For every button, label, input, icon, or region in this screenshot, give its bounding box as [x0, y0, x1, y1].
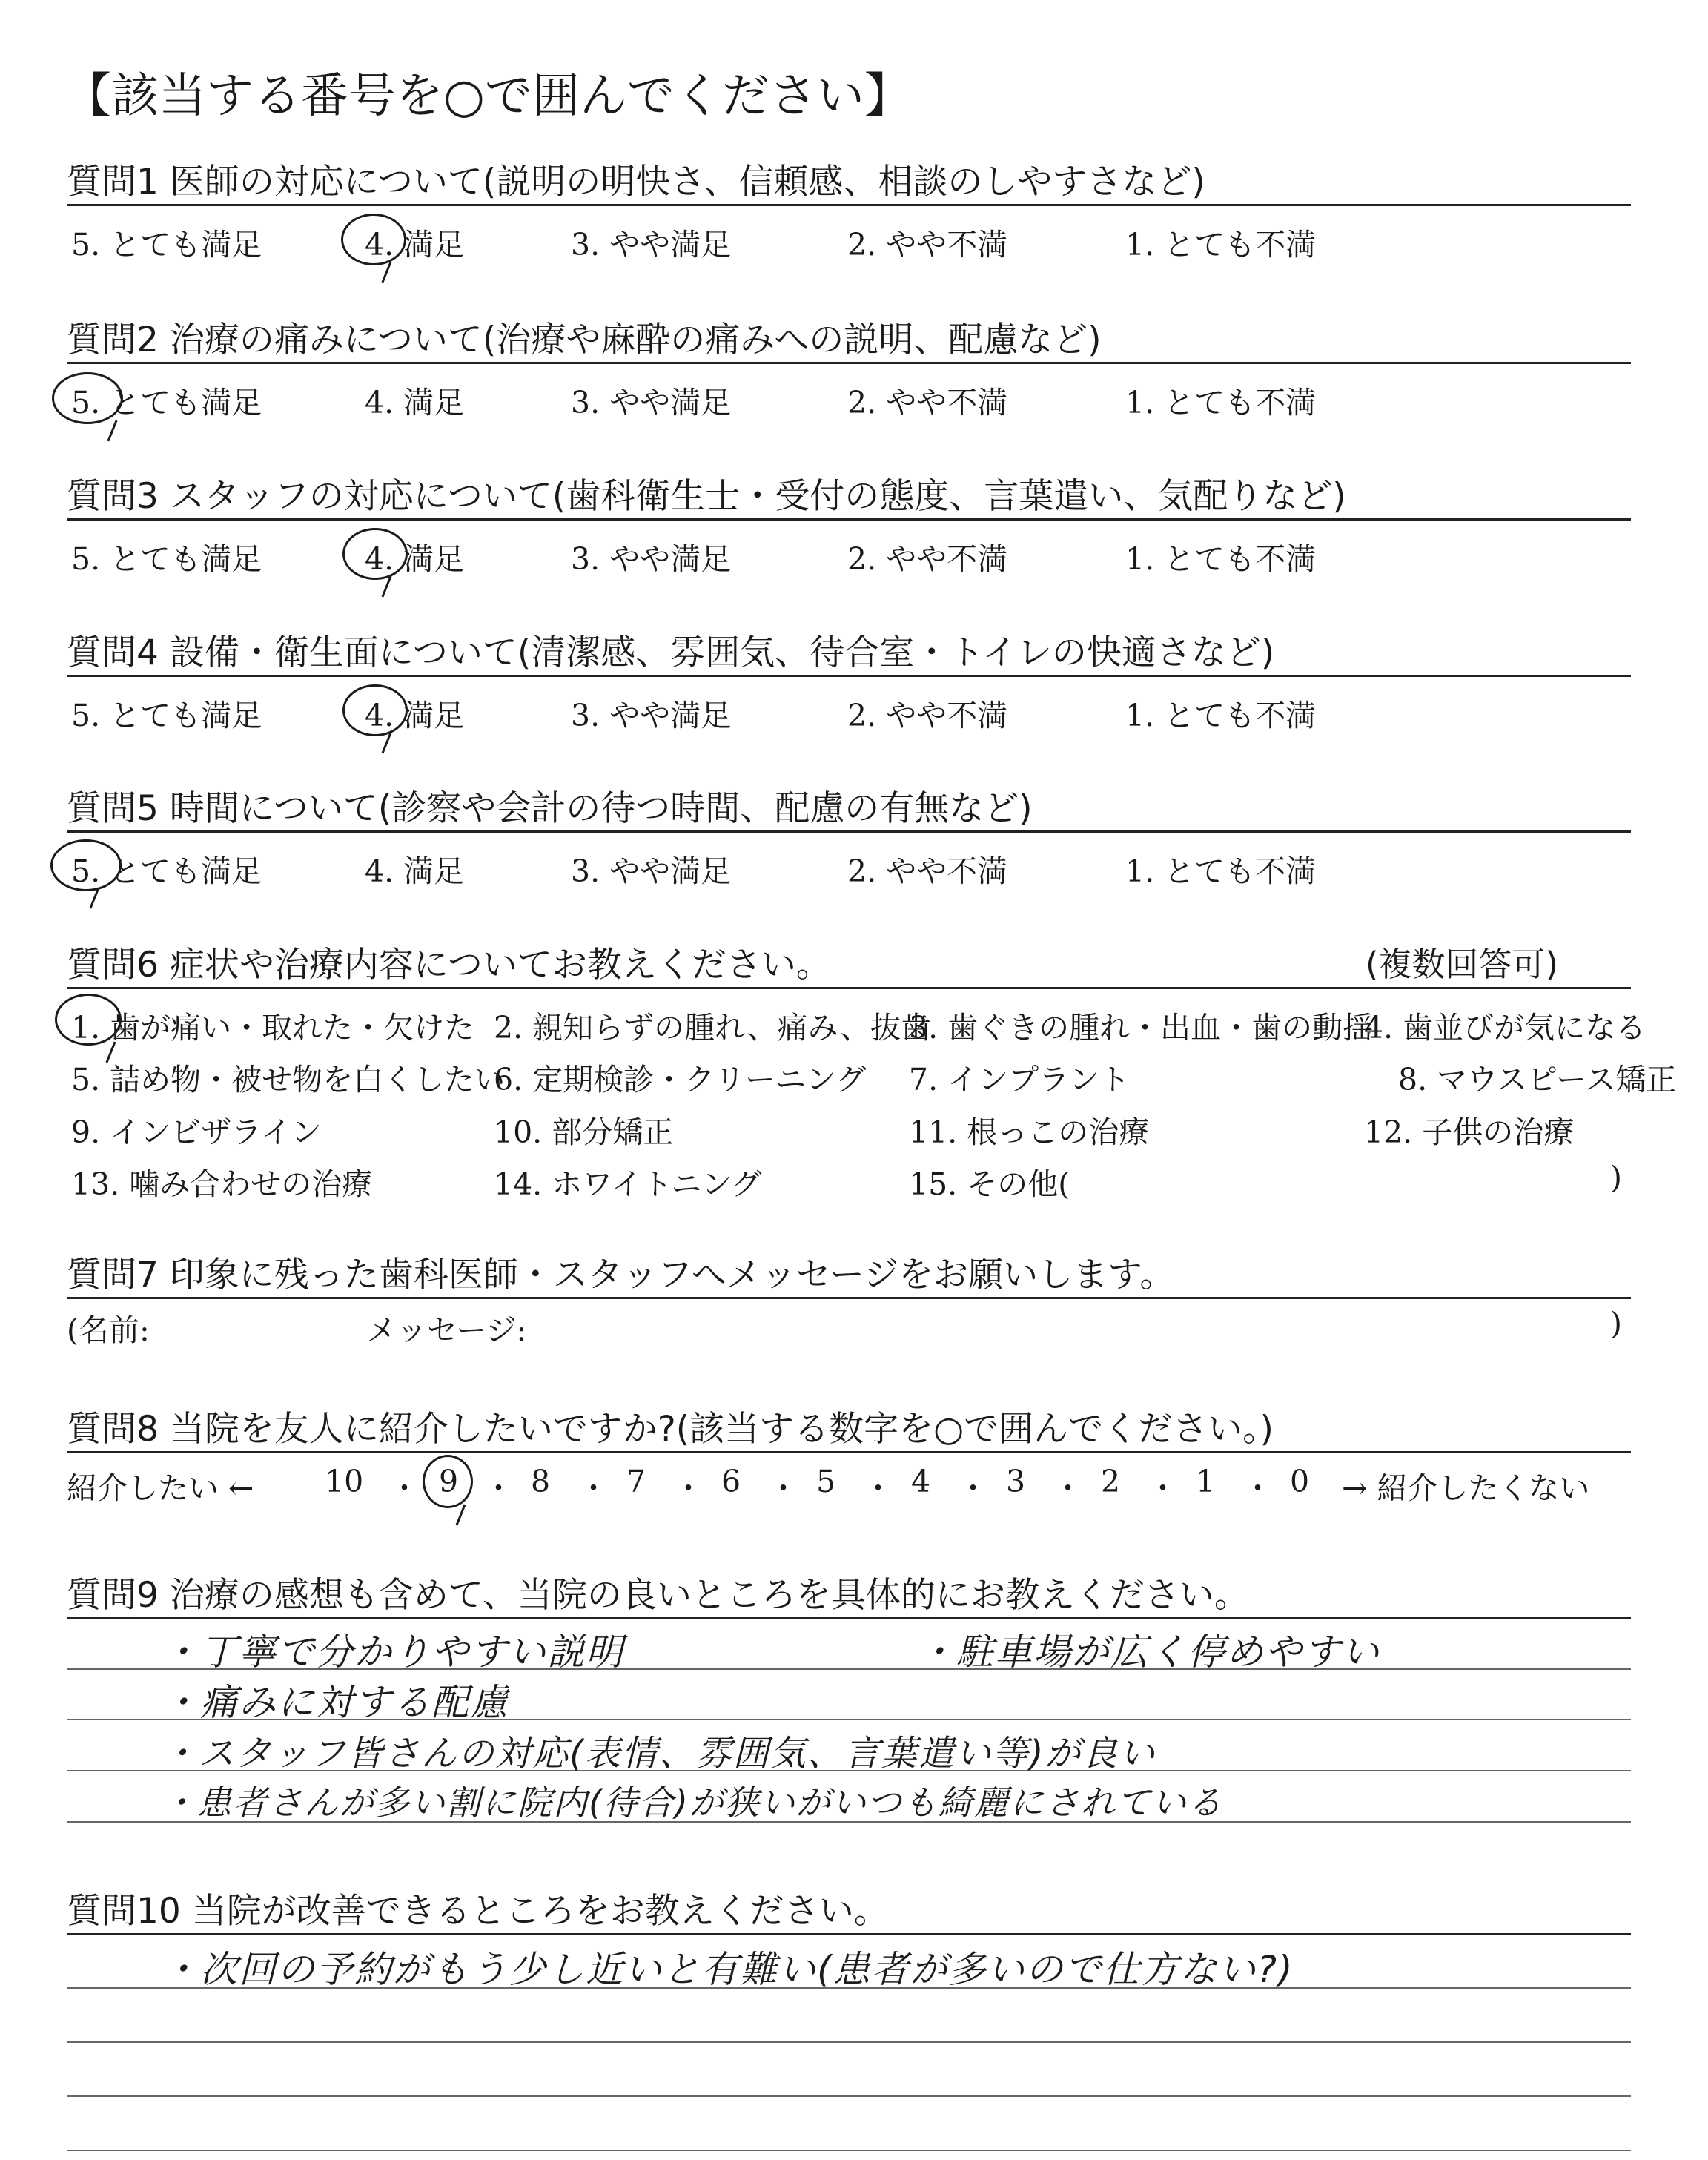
q3-underline: [67, 518, 1631, 521]
q3-selection-circle: [342, 528, 408, 580]
q6-option-6[interactable]: 6. 定期検診・クリーニング: [494, 1062, 867, 1097]
q9-answer-1: ・丁寧で分かりやすい説明: [162, 1631, 624, 1674]
q2-selection-tick: [107, 420, 117, 442]
q6-option-9[interactable]: 9. インビザライン: [71, 1114, 322, 1150]
q8-label: 質問8 当院を友人に紹介したいですか?(該当する数字を○で囲んでください。): [67, 1409, 1274, 1450]
page-title: 【該当する番号を○で囲んでください】: [64, 69, 912, 124]
q6-option-15-close: ): [1610, 1160, 1622, 1195]
q6-option-13[interactable]: 13. 噛み合わせの治療: [71, 1166, 373, 1202]
q3-option-1[interactable]: 1. とても不満: [1125, 541, 1317, 577]
q4-option-2[interactable]: 2. やや不満: [847, 698, 1008, 733]
q1-selection-circle: [341, 214, 406, 265]
q8-right-label: → 紹介したくない: [1342, 1470, 1590, 1506]
q5-option-5[interactable]: 5. とても満足: [71, 853, 262, 889]
q2-option-1[interactable]: 1. とても不満: [1125, 385, 1317, 420]
q7-message-label: メッセージ:: [366, 1312, 527, 1348]
q1-option-3[interactable]: 3. やや満足: [571, 227, 732, 262]
q5-option-1[interactable]: 1. とても不満: [1125, 853, 1317, 889]
q8-scale-10[interactable]: 10: [325, 1464, 364, 1499]
q6-option-8[interactable]: 8. マウスピース矯正: [1398, 1062, 1677, 1097]
q8-selection-circle: [423, 1455, 473, 1508]
q6-label: 質問6 症状や治療内容についてお教えください。: [67, 945, 831, 985]
q6-option-7[interactable]: 7. インプラント: [909, 1062, 1131, 1097]
q6-option-2[interactable]: 2. 親知らずの腫れ、痛み、抜歯: [494, 1010, 932, 1046]
q6-option-4[interactable]: 4. 歯並びが気になる: [1364, 1010, 1646, 1046]
q6-option-15[interactable]: 15. その他(: [909, 1166, 1070, 1202]
q3-option-2[interactable]: 2. やや不満: [847, 541, 1008, 577]
q8-separator: ・: [389, 1470, 420, 1506]
q4-option-5[interactable]: 5. とても満足: [71, 698, 262, 733]
q10-label: 質問10 当院が改善できるところをお教えください。: [67, 1891, 889, 1932]
q10-underline: [67, 1933, 1631, 1935]
q6-option-1[interactable]: 1. 歯が痛い・取れた・欠けた: [71, 1010, 475, 1046]
q2-selection-circle: [52, 372, 123, 424]
q5-underline: [67, 830, 1631, 833]
q2-option-2[interactable]: 2. やや不満: [847, 385, 1008, 420]
q9-answer-4: ・スタッフ皆さんの対応(表情、雰囲気、言葉遣い等)が良い: [162, 1733, 1156, 1774]
q8-scale-6[interactable]: 6: [721, 1464, 741, 1499]
q5-selection-circle: [50, 839, 122, 891]
q5-option-3[interactable]: 3. やや満足: [571, 853, 732, 889]
q6-option-3[interactable]: 3. 歯ぐきの腫れ・出血・歯の動揺: [909, 1010, 1374, 1046]
q8-separator: ・: [673, 1470, 704, 1506]
q1-option-1[interactable]: 1. とても不満: [1125, 227, 1317, 262]
q8-scale-8[interactable]: 8: [531, 1464, 551, 1499]
q1-option-4[interactable]: 4. 満足: [365, 227, 465, 262]
q6-option-10[interactable]: 10. 部分矯正: [494, 1114, 674, 1150]
q4-option-1[interactable]: 1. とても不満: [1125, 698, 1317, 733]
q4-option-4[interactable]: 4. 満足: [365, 698, 465, 733]
q7-underline: [67, 1297, 1631, 1299]
q10-writing-line: [67, 2095, 1631, 2097]
q8-scale-9[interactable]: 9: [439, 1464, 459, 1499]
q2-option-3[interactable]: 3. やや満足: [571, 385, 732, 420]
q1-underline: [67, 204, 1631, 206]
q6-option-12[interactable]: 12. 子供の治療: [1364, 1114, 1575, 1150]
q8-scale-5[interactable]: 5: [816, 1464, 836, 1499]
q9-answer-5: ・患者さんが多い割に院内(待合)が狭いがいつも綺麗にされている: [162, 1783, 1223, 1823]
q5-option-2[interactable]: 2. やや不満: [847, 853, 1008, 889]
q7-label: 質問7 印象に残った歯科医師・スタッフへメッセージをお願いします。: [67, 1255, 1175, 1295]
q9-underline: [67, 1617, 1631, 1619]
q2-option-5[interactable]: 5. とても満足: [71, 385, 262, 420]
q8-separator: ・: [958, 1470, 988, 1506]
q8-underline: [67, 1451, 1631, 1453]
q6-selection-circle: [55, 994, 122, 1046]
q10-answer-1: ・次回の予約がもう少し近いと有難い(患者が多いので仕方ない?): [162, 1948, 1294, 1991]
q6-option-14[interactable]: 14. ホワイトニング: [494, 1166, 762, 1202]
q10-writing-line: [67, 2150, 1631, 2151]
q8-left-label: 紹介したい ←: [67, 1470, 254, 1506]
q8-scale-1[interactable]: 1: [1196, 1464, 1216, 1499]
q8-separator: ・: [1053, 1470, 1083, 1506]
q8-separator: ・: [863, 1470, 893, 1506]
q3-label: 質問3 スタッフの対応について(歯科衛生士・受付の態度、言葉遣い、気配りなど): [67, 476, 1346, 517]
q4-selection-circle: [342, 684, 408, 736]
q10-writing-line: [67, 2041, 1631, 2043]
q1-selection-tick: [381, 262, 391, 283]
q9-answer-3: ・痛みに対する配慮: [162, 1681, 509, 1724]
q8-separator: ・: [578, 1470, 609, 1506]
q4-label: 質問4 設備・衛生面について(清潔感、雰囲気、待合室・トイレの快適さなど): [67, 633, 1275, 673]
q9-label: 質問9 治療の感想も含めて、当院の良いところを具体的にお教えください。: [67, 1575, 1249, 1616]
q5-label: 質問5 時間について(診察や会計の待つ時間、配慮の有無など): [67, 788, 1033, 829]
q6-note: (複数回答可): [1366, 945, 1559, 984]
q1-option-5[interactable]: 5. とても満足: [71, 227, 262, 262]
q8-scale-3[interactable]: 3: [1006, 1464, 1026, 1499]
q1-label: 質問1 医師の対応について(説明の明快さ、信頼感、相談のしやすさなど): [67, 162, 1205, 202]
q8-separator: ・: [1242, 1470, 1273, 1506]
q6-option-11[interactable]: 11. 根っこの治療: [909, 1114, 1150, 1150]
q1-option-2[interactable]: 2. やや不満: [847, 227, 1008, 262]
q8-scale-2[interactable]: 2: [1101, 1464, 1121, 1499]
q8-scale-7[interactable]: 7: [626, 1464, 646, 1499]
q7-name-label: (名前:: [67, 1312, 150, 1348]
q3-option-3[interactable]: 3. やや満足: [571, 541, 732, 577]
q9-answer-2: ・駐車場が広く停めやすい: [918, 1631, 1380, 1674]
q7-close-paren: ): [1610, 1306, 1622, 1341]
q2-underline: [67, 362, 1631, 364]
q4-underline: [67, 675, 1631, 677]
q8-separator: ・: [768, 1470, 798, 1506]
q8-separator: ・: [1148, 1470, 1178, 1506]
q6-option-5[interactable]: 5. 詰め物・被せ物を白くしたい: [71, 1062, 506, 1097]
q3-option-5[interactable]: 5. とても満足: [71, 541, 262, 577]
q4-option-3[interactable]: 3. やや満足: [571, 698, 732, 733]
q3-option-4[interactable]: 4. 満足: [365, 541, 465, 577]
q8-selection-tick: [455, 1505, 466, 1526]
q6-underline: [67, 987, 1631, 989]
q8-scale-4[interactable]: 4: [911, 1464, 931, 1499]
q2-option-4[interactable]: 4. 満足: [365, 385, 465, 420]
q8-scale-0[interactable]: 0: [1290, 1464, 1310, 1499]
q8-separator: ・: [483, 1470, 514, 1506]
q2-label: 質問2 治療の痛みについて(治療や麻酔の痛みへの説明、配慮など): [67, 320, 1102, 360]
q5-option-4[interactable]: 4. 満足: [365, 853, 465, 889]
